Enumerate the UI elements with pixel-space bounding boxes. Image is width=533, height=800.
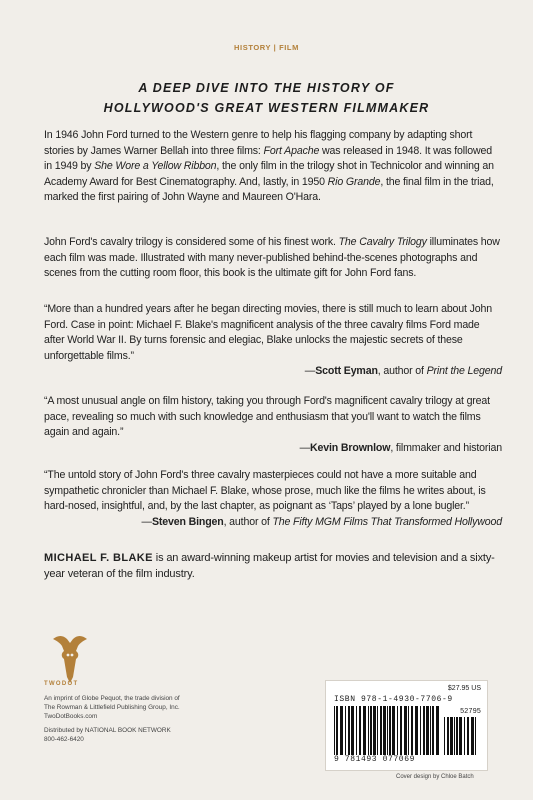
- publisher-logo-text: TWODOT: [44, 681, 79, 687]
- quote-2: [44, 394, 502, 456]
- publisher-info: An imprint of Globe Pequot, the trade division of The Rowman & Littlefield Publishing Group, Inc. TwoDotBooks.com: [44, 695, 180, 720]
- description-paragraph-1: In 1946 John Ford turned to the Western genre to help his flagging company by adapting short stories by James Warner Bellah into three films: Fort Apache was released in 1948. It was followed in 1949 by She Wore a Yellow Ribbon, the only film in the trilogy shot in Technicolor and winning an Academy Award for Best Cinematography. And, lastly, in 1950 Rio Grande, the final film in the triad, marked the first pairing of John Wayne and Maureen O'Hara.: [44, 129, 494, 203]
- isbn-barcode: [334, 706, 442, 755]
- headline-line-1: A DEEP DIVE INTO THE HISTORY OF: [138, 81, 395, 95]
- quote-text: “More than a hundred years after he began directing movies, there is still much to learn about John Ford. Case in point: Michael F. Blake's magnificent analysis of the three cavalry films Ford made after World War II. By turns forensic and elegiac, Blake unlocks the majestic secrets of these unforgettable films.”: [44, 303, 493, 362]
- title-fort-apache: Fort Apache: [263, 144, 320, 157]
- quote-attribution: —Scott Eyman, author of Print the Legend: [304, 365, 502, 377]
- headline: [0, 78, 533, 118]
- distributor-info: Distributed by NATIONAL BOOK NETWORK 800-462-6420: [44, 727, 171, 743]
- quote-text: “The untold story of John Ford's three cavalry masterpieces could not have a more suitable and sympathetic chronicler than Michael F. Blake, whose prose, much like the films he writes about, is hard-nosed, insightful, and, by the last chapter, as poignant as ‘Taps’ played by a lone bugler.”: [44, 469, 486, 512]
- isbn-label: ISBN 978-1-4930-7706-9: [334, 695, 453, 704]
- barcode-panel: [325, 680, 488, 771]
- price-barcode: [444, 717, 480, 755]
- price-label: $27.95 US: [447, 685, 481, 692]
- distributor-phone: 800-462-6420: [44, 736, 84, 743]
- category-label: HISTORY | FILM: [234, 43, 299, 52]
- quote-3: [44, 468, 502, 530]
- title-yellow-ribbon: She Wore a Yellow Ribbon: [94, 160, 217, 172]
- quote-attribution: —Kevin Brownlow, filmmaker and historian: [299, 441, 502, 454]
- author-name: MICHAEL F. BLAKE: [44, 552, 153, 564]
- author-bio: MICHAEL F. BLAKE is an award-winning makeup artist for movies and television and a sixty-year veteran of the film industry.: [44, 552, 495, 580]
- barcode-digits: 9 781493 077069: [334, 755, 416, 764]
- cover-credit: Cover design by Chloe Batch: [396, 774, 474, 780]
- description-paragraph-2: John Ford's cavalry trilogy is considered some of his finest work. The Cavalry Trilogy illuminates how each film was made. Illustrated with many never-published behind-the-scenes photographs and scenes from the cutting room floor, this book is the ultimate gift for John Ford fans.: [44, 236, 500, 279]
- quote-1: [44, 302, 502, 380]
- quote-text: “A most unusual angle on film history, taking you through Ford's magnificent cavalry trilogy at great pace, revealing so much with such knowledge and enthusiasm that you'll want to watch the films again and again.”: [44, 395, 490, 438]
- book-title: The Cavalry Trilogy: [338, 236, 427, 248]
- barcode-addon-digits: 52795: [459, 708, 481, 716]
- quote-attribution: —Steven Bingen, author of The Fifty MGM Films That Transformed Hollywood: [141, 515, 502, 528]
- title-rio-grande: Rio Grande: [327, 175, 381, 188]
- headline-line-2: HOLLYWOOD'S GREAT WESTERN FILMMAKER: [103, 101, 430, 115]
- publisher-website: TwoDotBooks.com: [44, 713, 98, 720]
